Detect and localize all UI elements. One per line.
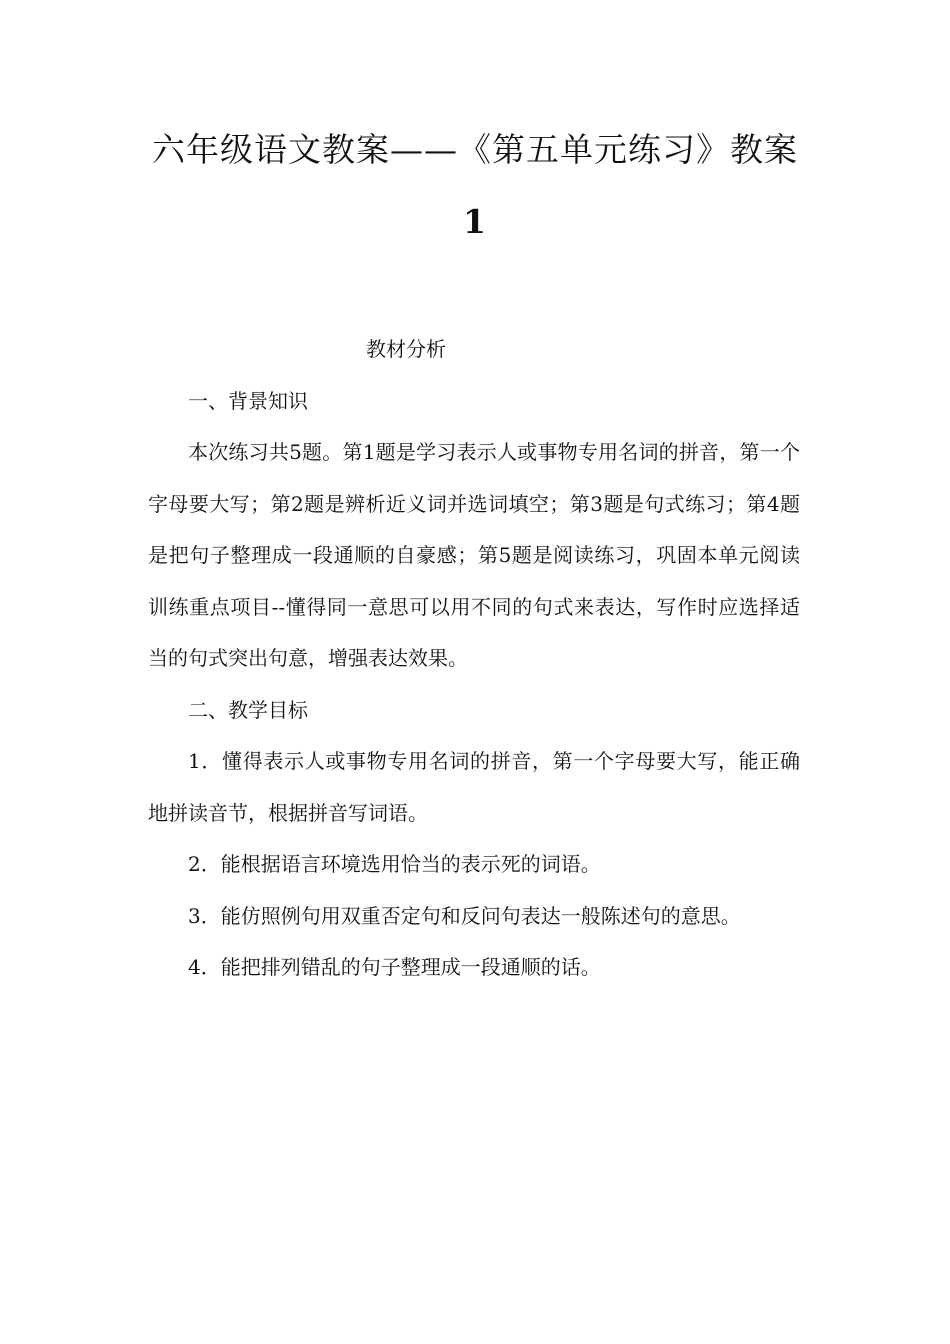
part2-heading: 二、教学目标: [188, 697, 308, 722]
objective-item-1: 1．懂得表示人或事物专用名词的拼音，第一个字母要大写，能正确地拼读音节，根据拼音写词语。: [148, 749, 800, 825]
part1-heading: 一、背景知识: [188, 388, 308, 413]
part1-paragraph: 本次练习共5题。第1题是学习表示人或事物专用名词的拼音，第一个字母要大写；第2题是辨析近义词并选词填空；第3题是句式练习；第4题是把句子整理成一段通顺的自豪感；第5题是阅读练习，巩固本单元阅读训练重点项目--懂得同一意思可以用不同的句式来表达，写作时应选择适当的句式突出句意，增强表达效果。: [148, 440, 800, 670]
document-title: 六年级语文教案——《第五单元练习》教案: [152, 130, 798, 169]
document-body: [148, 324, 800, 994]
objective-item-2: 2．能根据语言环境选用恰当的表示死的词语。: [188, 852, 601, 876]
objective-item-3: 3．能仿照例句用双重否定句和反问句表达一般陈述句的意思。: [188, 903, 741, 928]
objective-item-4: 4．能把排列错乱的句子整理成一段通顺的话。: [188, 955, 601, 979]
section-heading: 教材分析: [366, 337, 446, 361]
document-title-number: 1: [463, 202, 487, 241]
